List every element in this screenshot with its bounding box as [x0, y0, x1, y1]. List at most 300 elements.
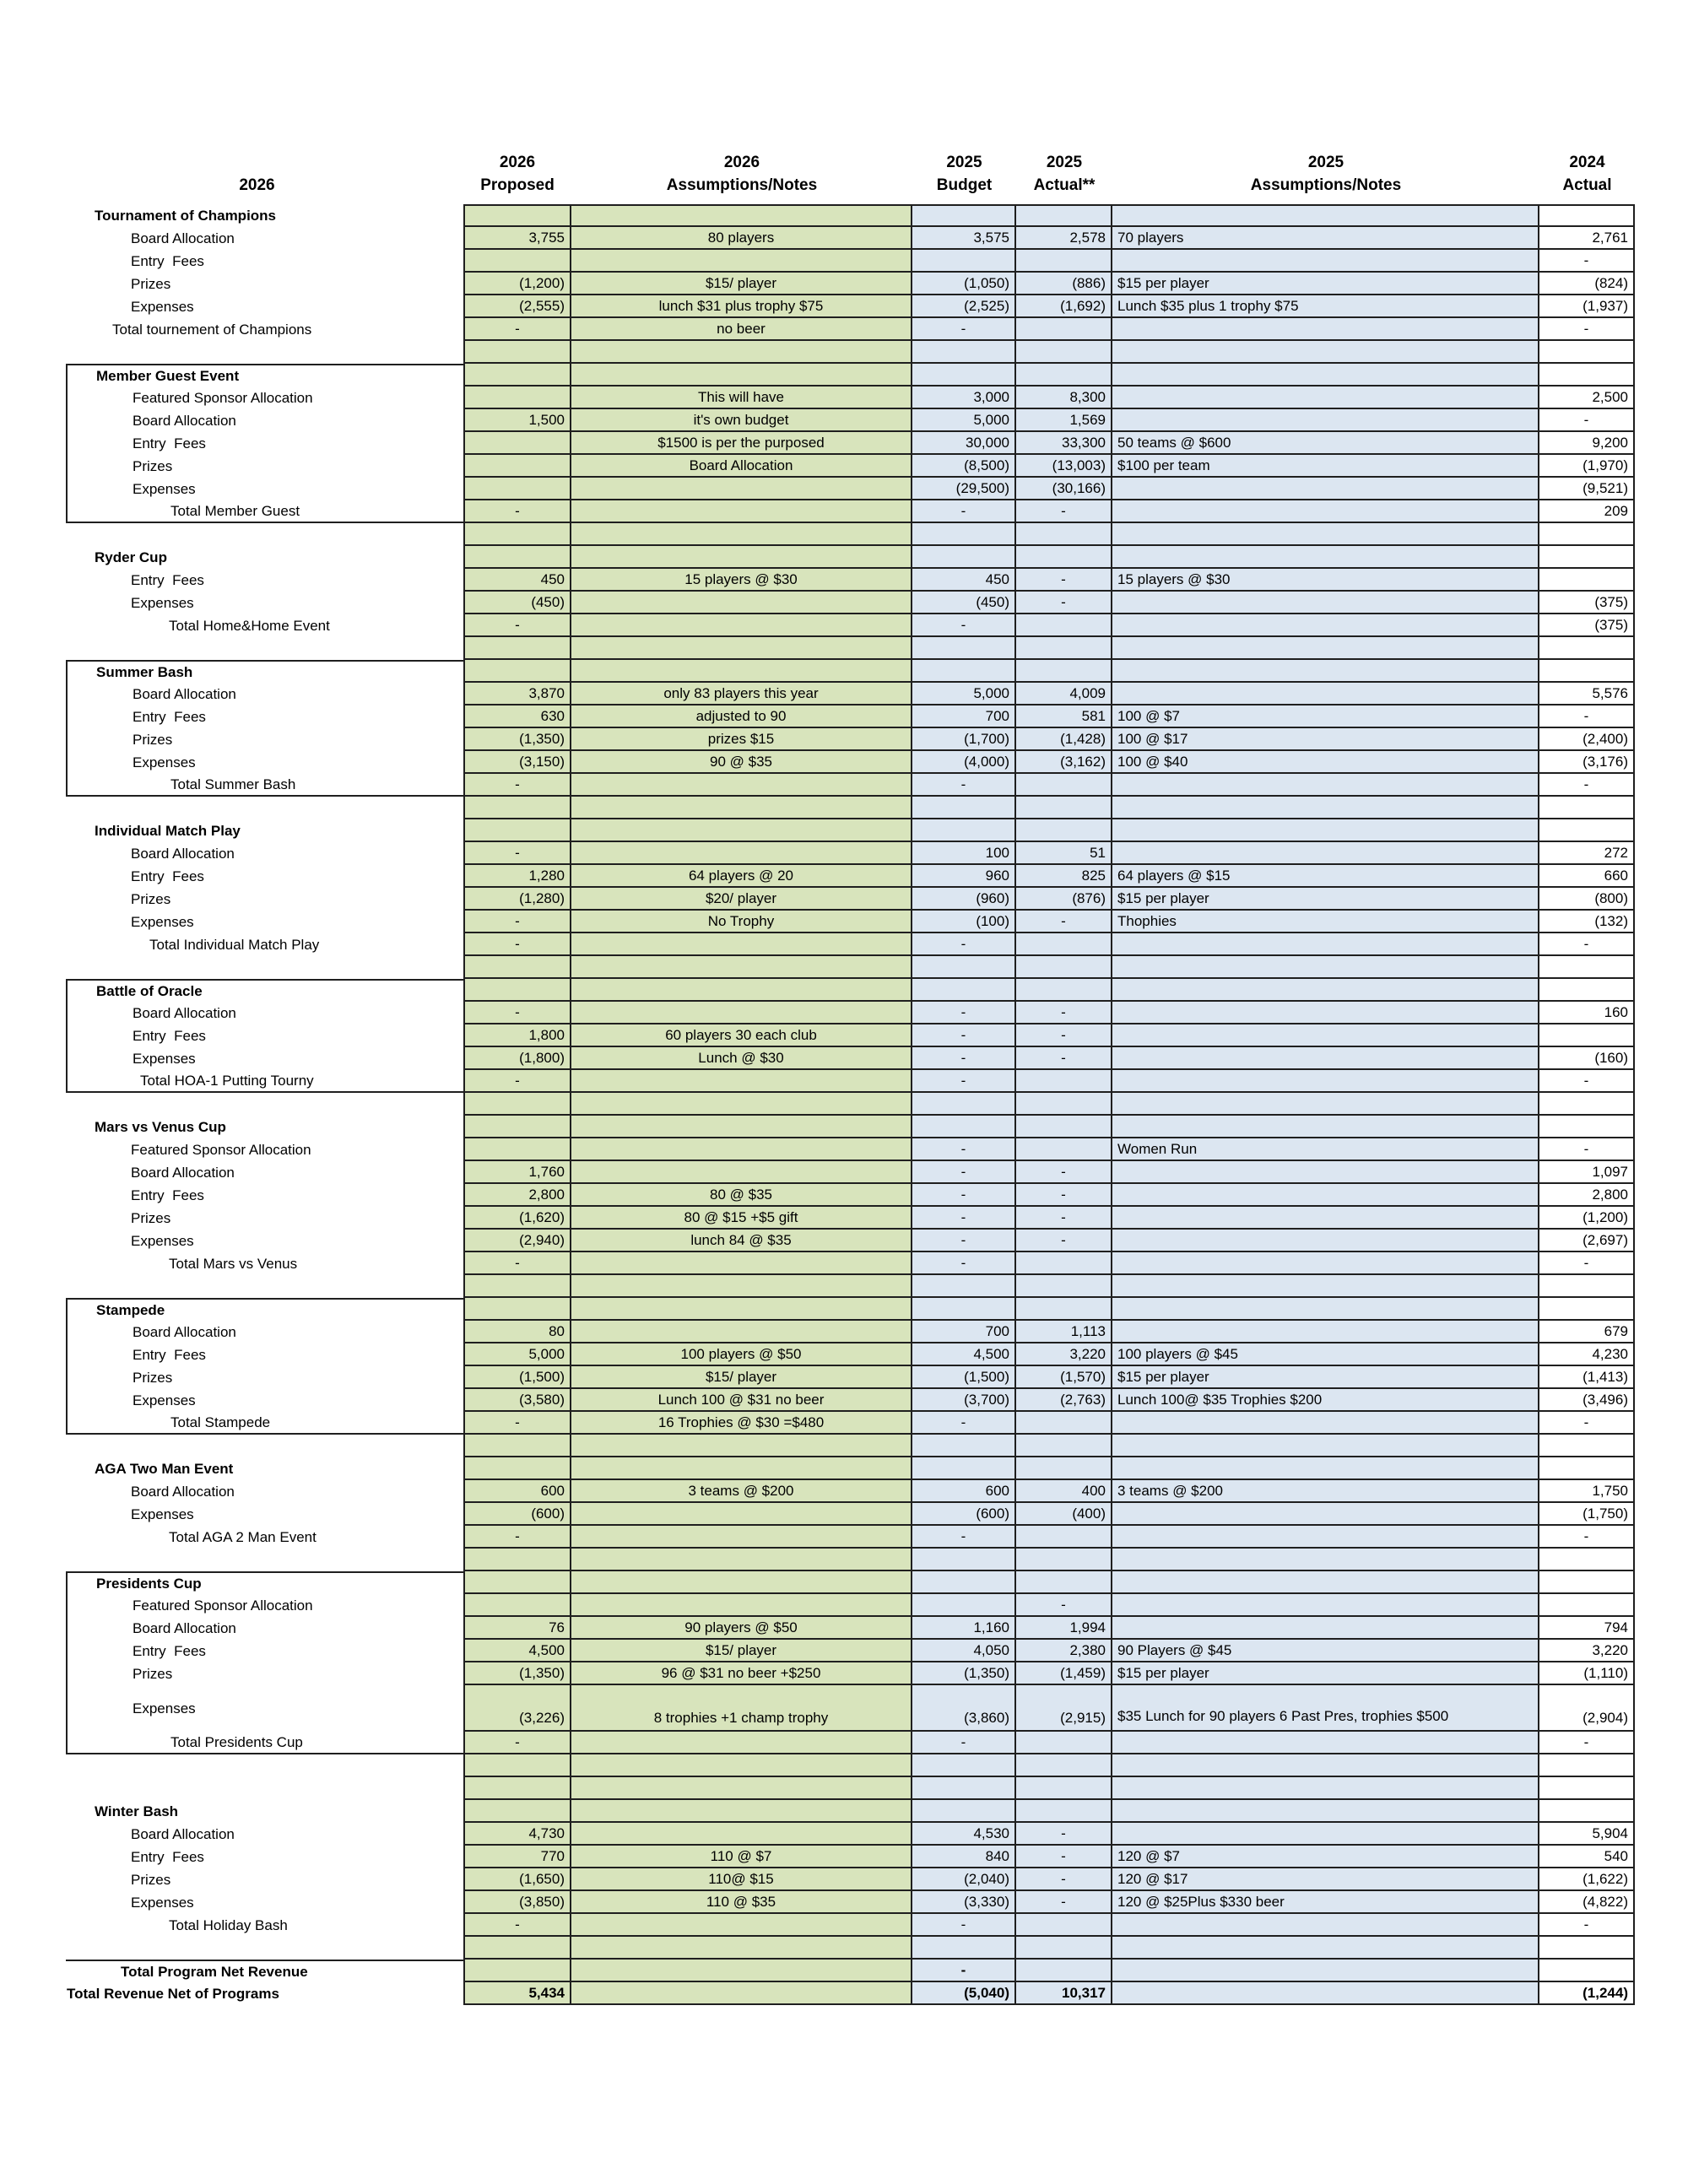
- cell-2025-actual: (876): [1016, 888, 1112, 911]
- row-label: Expenses: [131, 594, 194, 611]
- row-label: [66, 1754, 463, 1777]
- cell-2025-note: 70 players: [1112, 227, 1539, 250]
- cell-2024-actual: [1539, 1024, 1635, 1047]
- cell-2025-note: 3 teams @ $200: [1112, 1480, 1539, 1503]
- cell-2024-actual: -: [1539, 1732, 1635, 1754]
- cell-2025-budget: -: [912, 614, 1016, 637]
- cell-2026-note: 15 players @ $30: [571, 569, 912, 592]
- row-label: Board Allocation: [131, 1825, 235, 1842]
- cell-2024-actual: [1539, 546, 1635, 569]
- cell-2026-note: 110 @ $7: [571, 1846, 912, 1868]
- cell-2026-proposed: [463, 979, 571, 1002]
- cell-2024-actual: -: [1539, 1252, 1635, 1275]
- cell-2025-note: [1112, 797, 1539, 819]
- total-row: [51, 318, 1635, 341]
- table-row: [51, 1230, 1635, 1252]
- cell-2026-note: [571, 1457, 912, 1480]
- cell-2025-actual: 3,220: [1016, 1343, 1112, 1366]
- cell-2025-actual: [1016, 1754, 1112, 1777]
- cell-2024-actual: (3,176): [1539, 751, 1635, 774]
- cell-2025-budget: (600): [912, 1503, 1016, 1526]
- row-label: [66, 956, 463, 979]
- cell-2025-actual: [1016, 1937, 1112, 1960]
- cell-2024-actual: (824): [1539, 273, 1635, 295]
- cell-2025-budget: [912, 546, 1016, 569]
- cell-2025-note: [1112, 774, 1539, 797]
- table-row: [51, 432, 1635, 455]
- cell-2024-actual: (1,244): [1539, 1982, 1635, 2005]
- cell-2026-proposed: (2,555): [463, 295, 571, 318]
- cell-2025-actual: -: [1016, 1024, 1112, 1047]
- cell-2025-budget: (100): [912, 911, 1016, 933]
- cell-2025-budget: [912, 956, 1016, 979]
- cell-2025-budget: (3,860): [912, 1685, 1016, 1732]
- cell-2026-note: $15/ player: [571, 273, 912, 295]
- cell-2026-note: [571, 1823, 912, 1846]
- cell-2026-proposed: 4,500: [463, 1640, 571, 1662]
- cell-2025-actual: -: [1016, 1184, 1112, 1207]
- cell-2025-note: [1112, 842, 1539, 865]
- cell-2025-actual: -: [1016, 1868, 1112, 1891]
- cell-2026-note: [571, 1435, 912, 1457]
- cell-2025-actual: (13,003): [1016, 455, 1112, 478]
- cell-2026-note: 90 @ $35: [571, 751, 912, 774]
- table-row: [51, 911, 1635, 933]
- row-label: Prizes: [131, 1209, 171, 1226]
- cell-2025-actual: [1016, 1914, 1112, 1937]
- cell-2025-actual: -: [1016, 1161, 1112, 1184]
- cell-2026-note: [571, 592, 912, 614]
- cell-2025-actual: 581: [1016, 705, 1112, 728]
- cell-2026-proposed: -: [463, 933, 571, 956]
- cell-2025-note: 120 @ $7: [1112, 1846, 1539, 1868]
- cell-2026-proposed: (3,850): [463, 1891, 571, 1914]
- cell-2025-budget: [912, 1594, 1016, 1617]
- cell-2025-actual: [1016, 523, 1112, 546]
- cell-2026-proposed: [463, 387, 571, 409]
- table-row: [51, 1617, 1635, 1640]
- cell-2024-actual: (1,413): [1539, 1366, 1635, 1389]
- total-row: [51, 1070, 1635, 1093]
- cell-2026-proposed: [463, 250, 571, 273]
- cell-2025-budget: [912, 1777, 1016, 1800]
- cell-2025-note: [1112, 341, 1539, 364]
- cell-2024-actual: [1539, 1093, 1635, 1116]
- cell-2026-proposed: 5,000: [463, 1343, 571, 1366]
- cell-2024-actual: [1539, 1800, 1635, 1823]
- table-row: [51, 387, 1635, 409]
- cell-2025-actual: [1016, 1457, 1112, 1480]
- cell-2025-actual: -: [1016, 1002, 1112, 1024]
- cell-2025-note: 64 players @ $15: [1112, 865, 1539, 888]
- cell-2026-proposed: -: [463, 1526, 571, 1549]
- cell-2026-note: [571, 1732, 912, 1754]
- cell-2025-note: [1112, 409, 1539, 432]
- cell-2025-actual: 1,569: [1016, 409, 1112, 432]
- cell-2025-note: [1112, 979, 1539, 1002]
- cell-2025-budget: (2,525): [912, 295, 1016, 318]
- cell-2024-actual: 794: [1539, 1617, 1635, 1640]
- spacer-row: [51, 956, 1635, 979]
- table-header-row: [51, 142, 1635, 204]
- cell-2024-actual: -: [1539, 250, 1635, 273]
- row-label: Entry Fees: [66, 705, 463, 728]
- cell-2026-note: Lunch 100 @ $31 no beer: [571, 1389, 912, 1412]
- row-label: Prizes: [66, 728, 463, 751]
- cell-2026-note: 16 Trophies @ $30 =$480: [571, 1412, 912, 1435]
- row-label: Entry Fees: [131, 1187, 204, 1203]
- cell-2025-budget: 1,160: [912, 1617, 1016, 1640]
- cell-2025-budget: 30,000: [912, 432, 1016, 455]
- cell-2025-budget: 840: [912, 1846, 1016, 1868]
- row-label: Prizes: [66, 1662, 463, 1685]
- row-label: Expenses: [66, 478, 463, 500]
- cell-2026-proposed: 630: [463, 705, 571, 728]
- cell-2026-note: [571, 819, 912, 842]
- cell-2026-proposed: (1,800): [463, 1047, 571, 1070]
- cell-2025-budget: -: [912, 1960, 1016, 1982]
- cell-2026-note: [571, 1275, 912, 1298]
- cell-2025-note: [1112, 1549, 1539, 1571]
- row-label: Battle of Oracle: [66, 979, 463, 1002]
- cell-2026-proposed: -: [463, 318, 571, 341]
- table-row: [51, 1480, 1635, 1503]
- cell-2026-note: [571, 1321, 912, 1343]
- table-row: [51, 1184, 1635, 1207]
- col-header-2025-budget: 2025 Budget: [936, 154, 993, 194]
- cell-2025-budget: [912, 1571, 1016, 1594]
- cell-2024-actual: (375): [1539, 614, 1635, 637]
- cell-2025-actual: -: [1016, 1846, 1112, 1868]
- cell-2024-actual: -: [1539, 933, 1635, 956]
- cell-2026-note: [571, 364, 912, 387]
- row-label: Expenses: [66, 1389, 463, 1412]
- cell-2025-actual: -: [1016, 500, 1112, 523]
- spacer-row: [51, 341, 1635, 364]
- cell-2025-budget: 3,000: [912, 387, 1016, 409]
- cell-2026-proposed: [463, 1549, 571, 1571]
- cell-2026-note: $15/ player: [571, 1366, 912, 1389]
- col-header-labels: [51, 142, 463, 204]
- cell-2025-note: [1112, 1435, 1539, 1457]
- row-label: Entry Fees: [131, 252, 204, 269]
- cell-2026-proposed: [463, 1116, 571, 1138]
- cell-2025-note: [1112, 1503, 1539, 1526]
- cell-2026-note: [571, 1526, 912, 1549]
- cell-2026-proposed: 4,730: [463, 1823, 571, 1846]
- cell-2024-actual: 9,200: [1539, 432, 1635, 455]
- cell-2025-note: 15 players @ $30: [1112, 569, 1539, 592]
- row-label: Tournament of Champions: [95, 207, 277, 224]
- cell-2025-budget: -: [912, 1412, 1016, 1435]
- cell-2026-proposed: -: [463, 774, 571, 797]
- cell-2026-proposed: [463, 956, 571, 979]
- cell-2025-budget: [912, 1275, 1016, 1298]
- spacer-row: [51, 1435, 1635, 1457]
- cell-2024-actual: -: [1539, 1412, 1635, 1435]
- spacer-row: [51, 1937, 1635, 1960]
- cell-2026-proposed: (3,226): [463, 1685, 571, 1732]
- cell-2025-budget: -: [912, 318, 1016, 341]
- cell-2025-note: [1112, 1960, 1539, 1982]
- cell-2026-note: lunch $31 plus trophy $75: [571, 295, 912, 318]
- table-row: [51, 1024, 1635, 1047]
- cell-2026-note: [571, 1093, 912, 1116]
- cell-2026-note: [571, 500, 912, 523]
- cell-2026-proposed: 1,760: [463, 1161, 571, 1184]
- cell-2025-actual: 10,317: [1016, 1982, 1112, 2005]
- cell-2025-budget: (5,040): [912, 1982, 1016, 2005]
- cell-2026-proposed: [463, 1457, 571, 1480]
- cell-2025-actual: [1016, 341, 1112, 364]
- row-label: [66, 1937, 463, 1960]
- cell-2024-actual: [1539, 819, 1635, 842]
- cell-2024-actual: (4,822): [1539, 1891, 1635, 1914]
- cell-2025-budget: -: [912, 1732, 1016, 1754]
- cell-2024-actual: -: [1539, 409, 1635, 432]
- cell-2026-note: [571, 1594, 912, 1617]
- cell-2025-budget: (1,700): [912, 728, 1016, 751]
- cell-2026-note: [571, 933, 912, 956]
- cell-2024-actual: -: [1539, 318, 1635, 341]
- cell-2024-actual: 5,904: [1539, 1823, 1635, 1846]
- cell-2026-note: $1500 is per the purposed: [571, 432, 912, 455]
- row-label: Entry Fees: [131, 868, 204, 884]
- cell-2025-note: [1112, 1207, 1539, 1230]
- cell-2025-budget: -: [912, 1161, 1016, 1184]
- cell-2024-actual: (1,970): [1539, 455, 1635, 478]
- cell-2025-note: [1112, 1024, 1539, 1047]
- cell-2026-note: lunch 84 @ $35: [571, 1230, 912, 1252]
- row-label: Featured Sponsor Allocation: [66, 1594, 463, 1617]
- table-row: [51, 1366, 1635, 1389]
- cell-2025-actual: [1016, 1960, 1112, 1982]
- cell-2026-note: [571, 1754, 912, 1777]
- cell-2026-proposed: [463, 364, 571, 387]
- cell-2026-note: This will have: [571, 387, 912, 409]
- cell-2025-note: [1112, 1116, 1539, 1138]
- cell-2025-note: [1112, 546, 1539, 569]
- cell-2024-actual: (1,750): [1539, 1503, 1635, 1526]
- cell-2026-note: [571, 956, 912, 979]
- cell-2025-budget: 600: [912, 1480, 1016, 1503]
- cell-2025-note: [1112, 1412, 1539, 1435]
- cell-2025-budget: [912, 637, 1016, 660]
- cell-2024-actual: [1539, 1549, 1635, 1571]
- cell-2026-note: [571, 797, 912, 819]
- spacer-row: [51, 1275, 1635, 1298]
- cell-2025-budget: -: [912, 1184, 1016, 1207]
- grand-total-row: [51, 1960, 1635, 1982]
- cell-2025-actual: (1,428): [1016, 728, 1112, 751]
- cell-2024-actual: (1,110): [1539, 1662, 1635, 1685]
- cell-2025-note: [1112, 523, 1539, 546]
- table-row: [51, 1640, 1635, 1662]
- cell-2025-budget: -: [912, 1138, 1016, 1161]
- cell-2025-actual: 825: [1016, 865, 1112, 888]
- cell-2025-budget: -: [912, 1914, 1016, 1937]
- cell-2025-note: [1112, 614, 1539, 637]
- row-label: Total AGA 2 Man Event: [169, 1528, 316, 1545]
- row-label: Total Mars vs Venus: [169, 1255, 298, 1272]
- cell-2024-actual: [1539, 1594, 1635, 1617]
- cell-2026-proposed: (1,650): [463, 1868, 571, 1891]
- cell-2025-note: [1112, 1594, 1539, 1617]
- cell-2026-note: only 83 players this year: [571, 683, 912, 705]
- cell-2024-actual: 540: [1539, 1846, 1635, 1868]
- cell-2025-budget: 700: [912, 705, 1016, 728]
- cell-2026-note: adjusted to 90: [571, 705, 912, 728]
- cell-2026-proposed: [463, 432, 571, 455]
- table-row: [51, 569, 1635, 592]
- cell-2026-proposed: -: [463, 614, 571, 637]
- cell-2025-note: [1112, 1617, 1539, 1640]
- table-row: [51, 250, 1635, 273]
- cell-2026-note: [571, 250, 912, 273]
- cell-2026-note: [571, 341, 912, 364]
- total-row: [51, 614, 1635, 637]
- cell-2025-actual: -: [1016, 1230, 1112, 1252]
- cell-2025-actual: 1,994: [1016, 1617, 1112, 1640]
- cell-2025-actual: (2,763): [1016, 1389, 1112, 1412]
- cell-2024-actual: -: [1539, 1070, 1635, 1093]
- cell-2026-proposed: [463, 1960, 571, 1982]
- cell-2025-actual: (1,692): [1016, 295, 1112, 318]
- cell-2024-actual: 679: [1539, 1321, 1635, 1343]
- cell-2026-proposed: (2,940): [463, 1230, 571, 1252]
- cell-2025-actual: -: [1016, 592, 1112, 614]
- cell-2026-note: [571, 637, 912, 660]
- cell-2025-actual: [1016, 1298, 1112, 1321]
- cell-2025-budget: [912, 1549, 1016, 1571]
- cell-2025-note: $100 per team: [1112, 455, 1539, 478]
- cell-2026-note: [571, 1138, 912, 1161]
- cell-2026-proposed: 770: [463, 1846, 571, 1868]
- total-row: [51, 1914, 1635, 1937]
- cell-2025-note: [1112, 1184, 1539, 1207]
- section-header-row: [51, 660, 1635, 683]
- cell-2024-actual: 5,576: [1539, 683, 1635, 705]
- cell-2026-proposed: [463, 1937, 571, 1960]
- cell-2026-proposed: -: [463, 911, 571, 933]
- cell-2026-proposed: 1,800: [463, 1024, 571, 1047]
- table-row: [51, 409, 1635, 432]
- cell-2024-actual: -: [1539, 1526, 1635, 1549]
- row-label: Entry Fees: [131, 571, 204, 588]
- spacer-row: [51, 1777, 1635, 1800]
- cell-2024-actual: 1,750: [1539, 1480, 1635, 1503]
- cell-2025-budget: -: [912, 933, 1016, 956]
- cell-2026-proposed: [463, 1800, 571, 1823]
- cell-2025-budget: [912, 250, 1016, 273]
- cell-2026-note: No Trophy: [571, 911, 912, 933]
- total-row: [51, 1526, 1635, 1549]
- cell-2025-budget: -: [912, 1002, 1016, 1024]
- cell-2024-actual: (1,937): [1539, 295, 1635, 318]
- row-label: Featured Sponsor Allocation: [66, 387, 463, 409]
- row-label: AGA Two Man Event: [95, 1460, 234, 1477]
- cell-2026-note: [571, 614, 912, 637]
- cell-2025-actual: [1016, 774, 1112, 797]
- cell-2026-note: [571, 1116, 912, 1138]
- cell-2026-proposed: (3,150): [463, 751, 571, 774]
- cell-2025-note: [1112, 592, 1539, 614]
- cell-2025-budget: [912, 1754, 1016, 1777]
- cell-2026-proposed: [463, 1594, 571, 1617]
- cell-2025-actual: [1016, 956, 1112, 979]
- cell-2025-note: $15 per player: [1112, 1662, 1539, 1685]
- total-row: [51, 933, 1635, 956]
- row-label: Prizes: [131, 275, 171, 292]
- cell-2026-note: [571, 1777, 912, 1800]
- cell-2024-actual: [1539, 797, 1635, 819]
- cell-2025-note: $15 per player: [1112, 1366, 1539, 1389]
- cell-2026-proposed: [463, 1777, 571, 1800]
- spacer-row: [51, 797, 1635, 819]
- cell-2025-note: 100 @ $7: [1112, 705, 1539, 728]
- cell-2025-note: 100 @ $40: [1112, 751, 1539, 774]
- cell-2025-note: [1112, 1093, 1539, 1116]
- cell-2026-proposed: 3,870: [463, 683, 571, 705]
- cell-2026-note: [571, 478, 912, 500]
- cell-2025-note: [1112, 1982, 1539, 2005]
- cell-2025-note: [1112, 1457, 1539, 1480]
- row-label: Board Allocation: [131, 845, 235, 862]
- row-label: [66, 523, 463, 546]
- cell-2026-note: [571, 979, 912, 1002]
- cell-2026-proposed: (1,350): [463, 728, 571, 751]
- table-row: [51, 683, 1635, 705]
- table-row: [51, 1891, 1635, 1914]
- cell-2025-note: Lunch 100@ $35 Trophies $200: [1112, 1389, 1539, 1412]
- spacer-row: [51, 523, 1635, 546]
- cell-2026-proposed: -: [463, 1002, 571, 1024]
- cell-2025-budget: [912, 364, 1016, 387]
- cell-2025-actual: [1016, 660, 1112, 683]
- cell-2025-actual: [1016, 1093, 1112, 1116]
- cell-2025-actual: (30,166): [1016, 478, 1112, 500]
- cell-2025-budget: [912, 819, 1016, 842]
- cell-2026-proposed: [463, 1571, 571, 1594]
- cell-2024-actual: 4,230: [1539, 1343, 1635, 1366]
- cell-2025-actual: -: [1016, 1047, 1112, 1070]
- row-label: Board Allocation: [66, 683, 463, 705]
- cell-2025-actual: [1016, 250, 1112, 273]
- cell-2026-note: Board Allocation: [571, 455, 912, 478]
- cell-2026-note: 90 players @ $50: [571, 1617, 912, 1640]
- cell-2026-proposed: [463, 1093, 571, 1116]
- cell-2026-note: [571, 204, 912, 227]
- cell-2026-proposed: 1,280: [463, 865, 571, 888]
- cell-2025-budget: (1,050): [912, 273, 1016, 295]
- table-row: [51, 1161, 1635, 1184]
- table-row: [51, 1846, 1635, 1868]
- cell-2026-proposed: [463, 1275, 571, 1298]
- cell-2026-proposed: (1,500): [463, 1366, 571, 1389]
- table-row: [51, 1207, 1635, 1230]
- cell-2026-note: [571, 1937, 912, 1960]
- table-row: [51, 295, 1635, 318]
- cell-2025-note: [1112, 204, 1539, 227]
- cell-2025-note: [1112, 683, 1539, 705]
- cell-2024-actual: (2,697): [1539, 1230, 1635, 1252]
- cell-2025-note: [1112, 1526, 1539, 1549]
- cell-2024-actual: (2,400): [1539, 728, 1635, 751]
- cell-2024-actual: [1539, 204, 1635, 227]
- row-label: Entry Fees: [66, 1343, 463, 1366]
- cell-2025-note: [1112, 1161, 1539, 1184]
- cell-2026-note: [571, 660, 912, 683]
